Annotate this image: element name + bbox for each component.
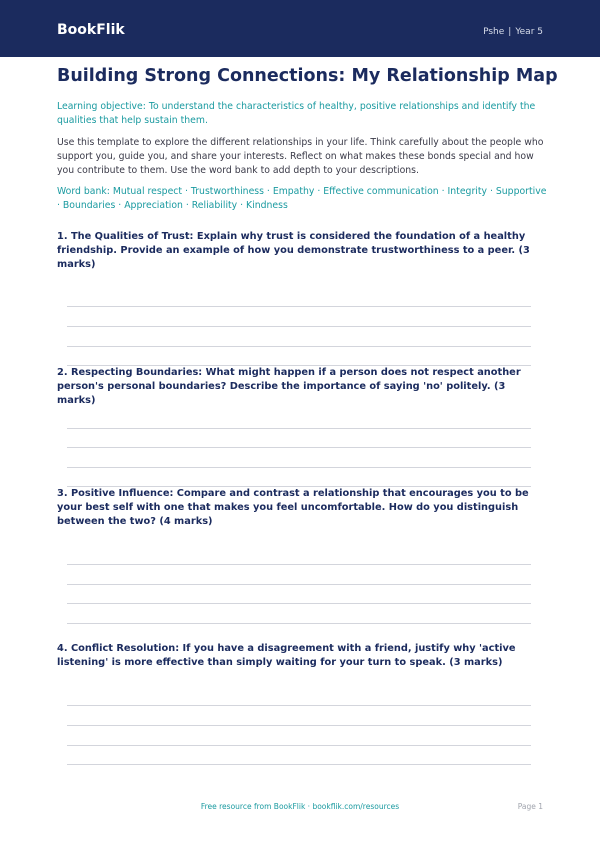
answer-line[interactable] bbox=[67, 326, 531, 327]
meta-separator: | bbox=[508, 27, 512, 37]
footer-credit: Free resource from BookFlik · bookflik.com/resources bbox=[200, 802, 400, 811]
answer-line[interactable] bbox=[67, 584, 531, 585]
question-1: 1. The Qualities of Trust: Explain why trust is considered the foundation of a healthy friendship. Provide an example of how you demonstrate trustworthiness to a peer. (3 marks) bbox=[57, 231, 530, 270]
question-2: 2. Respecting Boundaries: What might happen if a person does not respect another person's personal boundaries? Describe the importance of saying 'no' politely. (3 marks) bbox=[57, 367, 521, 406]
answer-line[interactable] bbox=[67, 603, 531, 604]
answer-line[interactable] bbox=[67, 447, 531, 448]
answer-line[interactable] bbox=[67, 564, 531, 565]
answer-line[interactable] bbox=[67, 764, 531, 765]
answer-line[interactable] bbox=[67, 745, 531, 746]
question-3: 3. Positive Influence: Compare and contrast a relationship that encourages you to be your best self with one that makes you feel uncomfortable. How do you distinguish between the two? (4 marks) bbox=[57, 488, 529, 527]
answer-line[interactable] bbox=[67, 346, 531, 347]
header-meta bbox=[483, 27, 543, 37]
answer-line[interactable] bbox=[67, 306, 531, 307]
subject-label: Pshe bbox=[483, 27, 505, 37]
intro-paragraph: Use this template to explore the different relationships in your life. Think carefully about the people who support you, guide you, and share your interests. Reflect on what makes these bonds special and how you contribute to them. Use the word bank to add depth to your descriptions. bbox=[57, 137, 544, 176]
answer-line[interactable] bbox=[67, 428, 531, 429]
answer-line[interactable] bbox=[67, 467, 531, 468]
question-4: 4. Conflict Resolution: If you have a disagreement with a friend, justify why 'active listening' is more effective than simply waiting for your turn to speak. (3 marks) bbox=[57, 643, 516, 668]
answer-line[interactable] bbox=[67, 705, 531, 706]
answer-line[interactable] bbox=[67, 725, 531, 726]
year-label: Year 5 bbox=[515, 27, 543, 37]
answer-line[interactable] bbox=[67, 623, 531, 624]
page-title: Building Strong Connections: My Relationship Map bbox=[57, 66, 558, 86]
brand-logo: BookFlik bbox=[57, 22, 125, 38]
page-number: Page 1 bbox=[517, 802, 543, 811]
word-bank: Word bank: Mutual respect · Trustworthiness · Empathy · Effective communication · Integrity · Supportive · Boundaries · Appreciation · Reliability · Kindness bbox=[57, 186, 547, 211]
learning-objective: Learning objective: To understand the characteristics of healthy, positive relationships and identify the qualities that help sustain them. bbox=[57, 101, 536, 126]
page-header bbox=[0, 0, 600, 57]
